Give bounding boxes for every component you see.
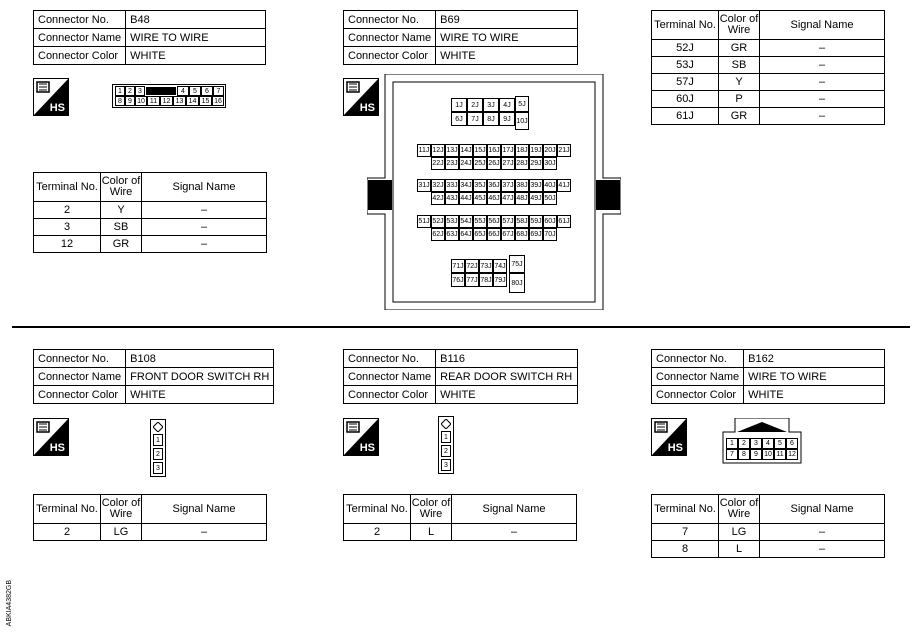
pin: 13: [173, 96, 186, 106]
pin: 14J: [459, 144, 473, 157]
pin: 1: [441, 431, 451, 443]
pin: 3J: [483, 98, 499, 112]
pin: 65J: [473, 228, 487, 241]
pin: 49J: [529, 192, 543, 205]
pin: 80J: [509, 273, 525, 293]
pin: 47J: [501, 192, 515, 205]
pin: 74J: [493, 259, 507, 273]
diamond-key-icon: [441, 419, 451, 429]
table-row: 3 SB –: [34, 219, 267, 236]
pin: 41J: [557, 179, 571, 192]
connector-b48-info: Connector No. B48 Connector Name WIRE TO WIRE Connector Color WHITE: [33, 10, 266, 65]
table-row: 7 LG –: [652, 524, 885, 541]
hs-icon: HS: [343, 418, 379, 456]
pin: 26J: [487, 157, 501, 170]
pin: 48J: [515, 192, 529, 205]
pin: 54J: [459, 215, 473, 228]
pin: 46J: [487, 192, 501, 205]
connector-b116-info: Connector No. B116 Connector Name REAR DOOR SWITCH RH Connector Color WHITE: [343, 349, 578, 404]
pin: 7J: [467, 112, 483, 126]
pin: 6: [786, 438, 798, 449]
pin: 9: [125, 96, 135, 106]
table-row: 2 LG –: [34, 524, 267, 541]
pin: 27J: [501, 157, 515, 170]
pin: 6J: [451, 112, 467, 126]
pin: 12: [786, 449, 798, 460]
pin: 69J: [529, 228, 543, 241]
hs-icon: HS: [651, 418, 687, 456]
pin: 35J: [473, 179, 487, 192]
key-slot: [146, 87, 176, 95]
pin: 34J: [459, 179, 473, 192]
connector-b108-info: Connector No. B108 Connector Name FRONT DOOR SWITCH RH Connector Color WHITE: [33, 349, 274, 404]
pin: 73J: [479, 259, 493, 273]
pin: 28J: [515, 157, 529, 170]
table-row: 52J GR –: [652, 40, 885, 57]
pin: 12J: [431, 144, 445, 157]
pin: 10: [135, 96, 147, 106]
pin: 43J: [445, 192, 459, 205]
pin: 71J: [451, 259, 465, 273]
table-row: 12 GR –: [34, 236, 267, 253]
pin: 8: [115, 96, 125, 106]
b108-connector-face: [150, 419, 166, 477]
pin: 2: [125, 86, 135, 96]
pin: 57J: [501, 215, 515, 228]
pin: 39J: [529, 179, 543, 192]
hs-icon: HS: [343, 78, 379, 116]
pin: 11: [774, 449, 786, 460]
pin: 17J: [501, 144, 515, 157]
table-row: 60J P –: [652, 91, 885, 108]
pin: 11: [147, 96, 160, 106]
pin: 56J: [487, 215, 501, 228]
pin: 42J: [431, 192, 445, 205]
pin: 15: [199, 96, 212, 106]
pin: 52J: [431, 215, 445, 228]
pin: 10: [762, 449, 774, 460]
pin: 5: [774, 438, 786, 449]
pin: 16J: [487, 144, 501, 157]
pin: 3: [135, 86, 145, 96]
pin: 7: [213, 86, 224, 96]
pin: 23J: [445, 157, 459, 170]
pin: 68J: [515, 228, 529, 241]
table-row: 57J Y –: [652, 74, 885, 91]
pin: 63J: [445, 228, 459, 241]
pin: 5: [189, 86, 201, 96]
pin: 22J: [431, 157, 445, 170]
b48-connector-face: [112, 84, 226, 108]
pin: 75J: [509, 255, 525, 273]
b69-terminal-table: Terminal No. Color of Wire Signal Name 52J GR – 53J SB – 57J Y – 60J P – 61J GR –: [651, 10, 885, 125]
pin: 33J: [445, 179, 459, 192]
pin: 3: [441, 459, 451, 471]
pin: 58J: [515, 215, 529, 228]
pin: 7: [726, 449, 738, 460]
pin: 61J: [557, 215, 571, 228]
pin: 20J: [543, 144, 557, 157]
pin: 72J: [465, 259, 479, 273]
pin: 62J: [431, 228, 445, 241]
pin: 76J: [451, 273, 465, 287]
pin: 4: [177, 86, 189, 96]
table-row: 8 L –: [652, 541, 885, 558]
b69-pin-grid: [367, 74, 621, 310]
pin: 66J: [487, 228, 501, 241]
pin: 14: [186, 96, 199, 106]
pin: 1: [726, 438, 738, 449]
pin: 12: [160, 96, 173, 106]
pin: 44J: [459, 192, 473, 205]
pin: 36J: [487, 179, 501, 192]
pin: 21J: [557, 144, 571, 157]
hs-icon: HS: [33, 418, 69, 456]
pin: 78J: [479, 273, 493, 287]
pin: 79J: [493, 273, 507, 287]
table-row: 2 Y –: [34, 202, 267, 219]
pin: 10J: [515, 112, 529, 130]
table-row: 61J GR –: [652, 108, 885, 125]
pin: 13J: [445, 144, 459, 157]
figure-id: ABKIA4382GB: [6, 580, 13, 627]
b116-terminal-table: Terminal No. Color of Wire Signal Name 2 L –: [343, 494, 577, 541]
pin: 1: [115, 86, 125, 96]
pin: 2J: [467, 98, 483, 112]
pin: 50J: [543, 192, 557, 205]
pin: 55J: [473, 215, 487, 228]
pin: 18J: [515, 144, 529, 157]
pin: 37J: [501, 179, 515, 192]
pin: 24J: [459, 157, 473, 170]
pin: 77J: [465, 273, 479, 287]
pin: 40J: [543, 179, 557, 192]
connector-b162-info: Connector No. B162 Connector Name WIRE TO WIRE Connector Color WHITE: [651, 349, 885, 404]
pin: 31J: [417, 179, 431, 192]
pin: 9J: [499, 112, 515, 126]
pin: 53J: [445, 215, 459, 228]
b108-terminal-table: Terminal No. Color of Wire Signal Name 2 LG –: [33, 494, 267, 541]
pin: 8: [738, 449, 750, 460]
pin: 2: [738, 438, 750, 449]
pin: 64J: [459, 228, 473, 241]
connector-b69-info: Connector No. B69 Connector Name WIRE TO WIRE Connector Color WHITE: [343, 10, 578, 65]
pin: 38J: [515, 179, 529, 192]
b162-connector-face: [721, 418, 803, 464]
pin: 2: [153, 448, 163, 460]
pin: 1: [153, 434, 163, 446]
pin: 1J: [451, 98, 467, 112]
pin: 4J: [499, 98, 515, 112]
pin: 5J: [515, 96, 529, 112]
pin: 59J: [529, 215, 543, 228]
pin: 67J: [501, 228, 515, 241]
pin: 3: [750, 438, 762, 449]
pin: 6: [201, 86, 213, 96]
pin: 4: [762, 438, 774, 449]
b116-connector-face: [438, 416, 454, 474]
pin: 8J: [483, 112, 499, 126]
b69-connector-face: [367, 74, 621, 310]
pin: 45J: [473, 192, 487, 205]
hs-icon: HS: [33, 78, 69, 116]
table-row: 53J SB –: [652, 57, 885, 74]
pin: 2: [441, 445, 451, 457]
table-row: 2 L –: [344, 524, 577, 541]
pin: 19J: [529, 144, 543, 157]
pin: 11J: [417, 144, 431, 157]
pin: 51J: [417, 215, 431, 228]
b48-terminal-table: Terminal No. Color of Wire Signal Name 2 Y – 3 SB – 12 GR –: [33, 172, 267, 253]
b162-terminal-table: Terminal No. Color of Wire Signal Name 7 LG – 8 L –: [651, 494, 885, 558]
pin: 70J: [543, 228, 557, 241]
diamond-key-icon: [153, 422, 163, 432]
pin: 30J: [543, 157, 557, 170]
section-divider: [12, 326, 910, 328]
pin: 15J: [473, 144, 487, 157]
pin: 29J: [529, 157, 543, 170]
pin: 16: [212, 96, 224, 106]
pin: 32J: [431, 179, 445, 192]
pin: 3: [153, 462, 163, 474]
pin: 60J: [543, 215, 557, 228]
pin: 9: [750, 449, 762, 460]
pin: 25J: [473, 157, 487, 170]
